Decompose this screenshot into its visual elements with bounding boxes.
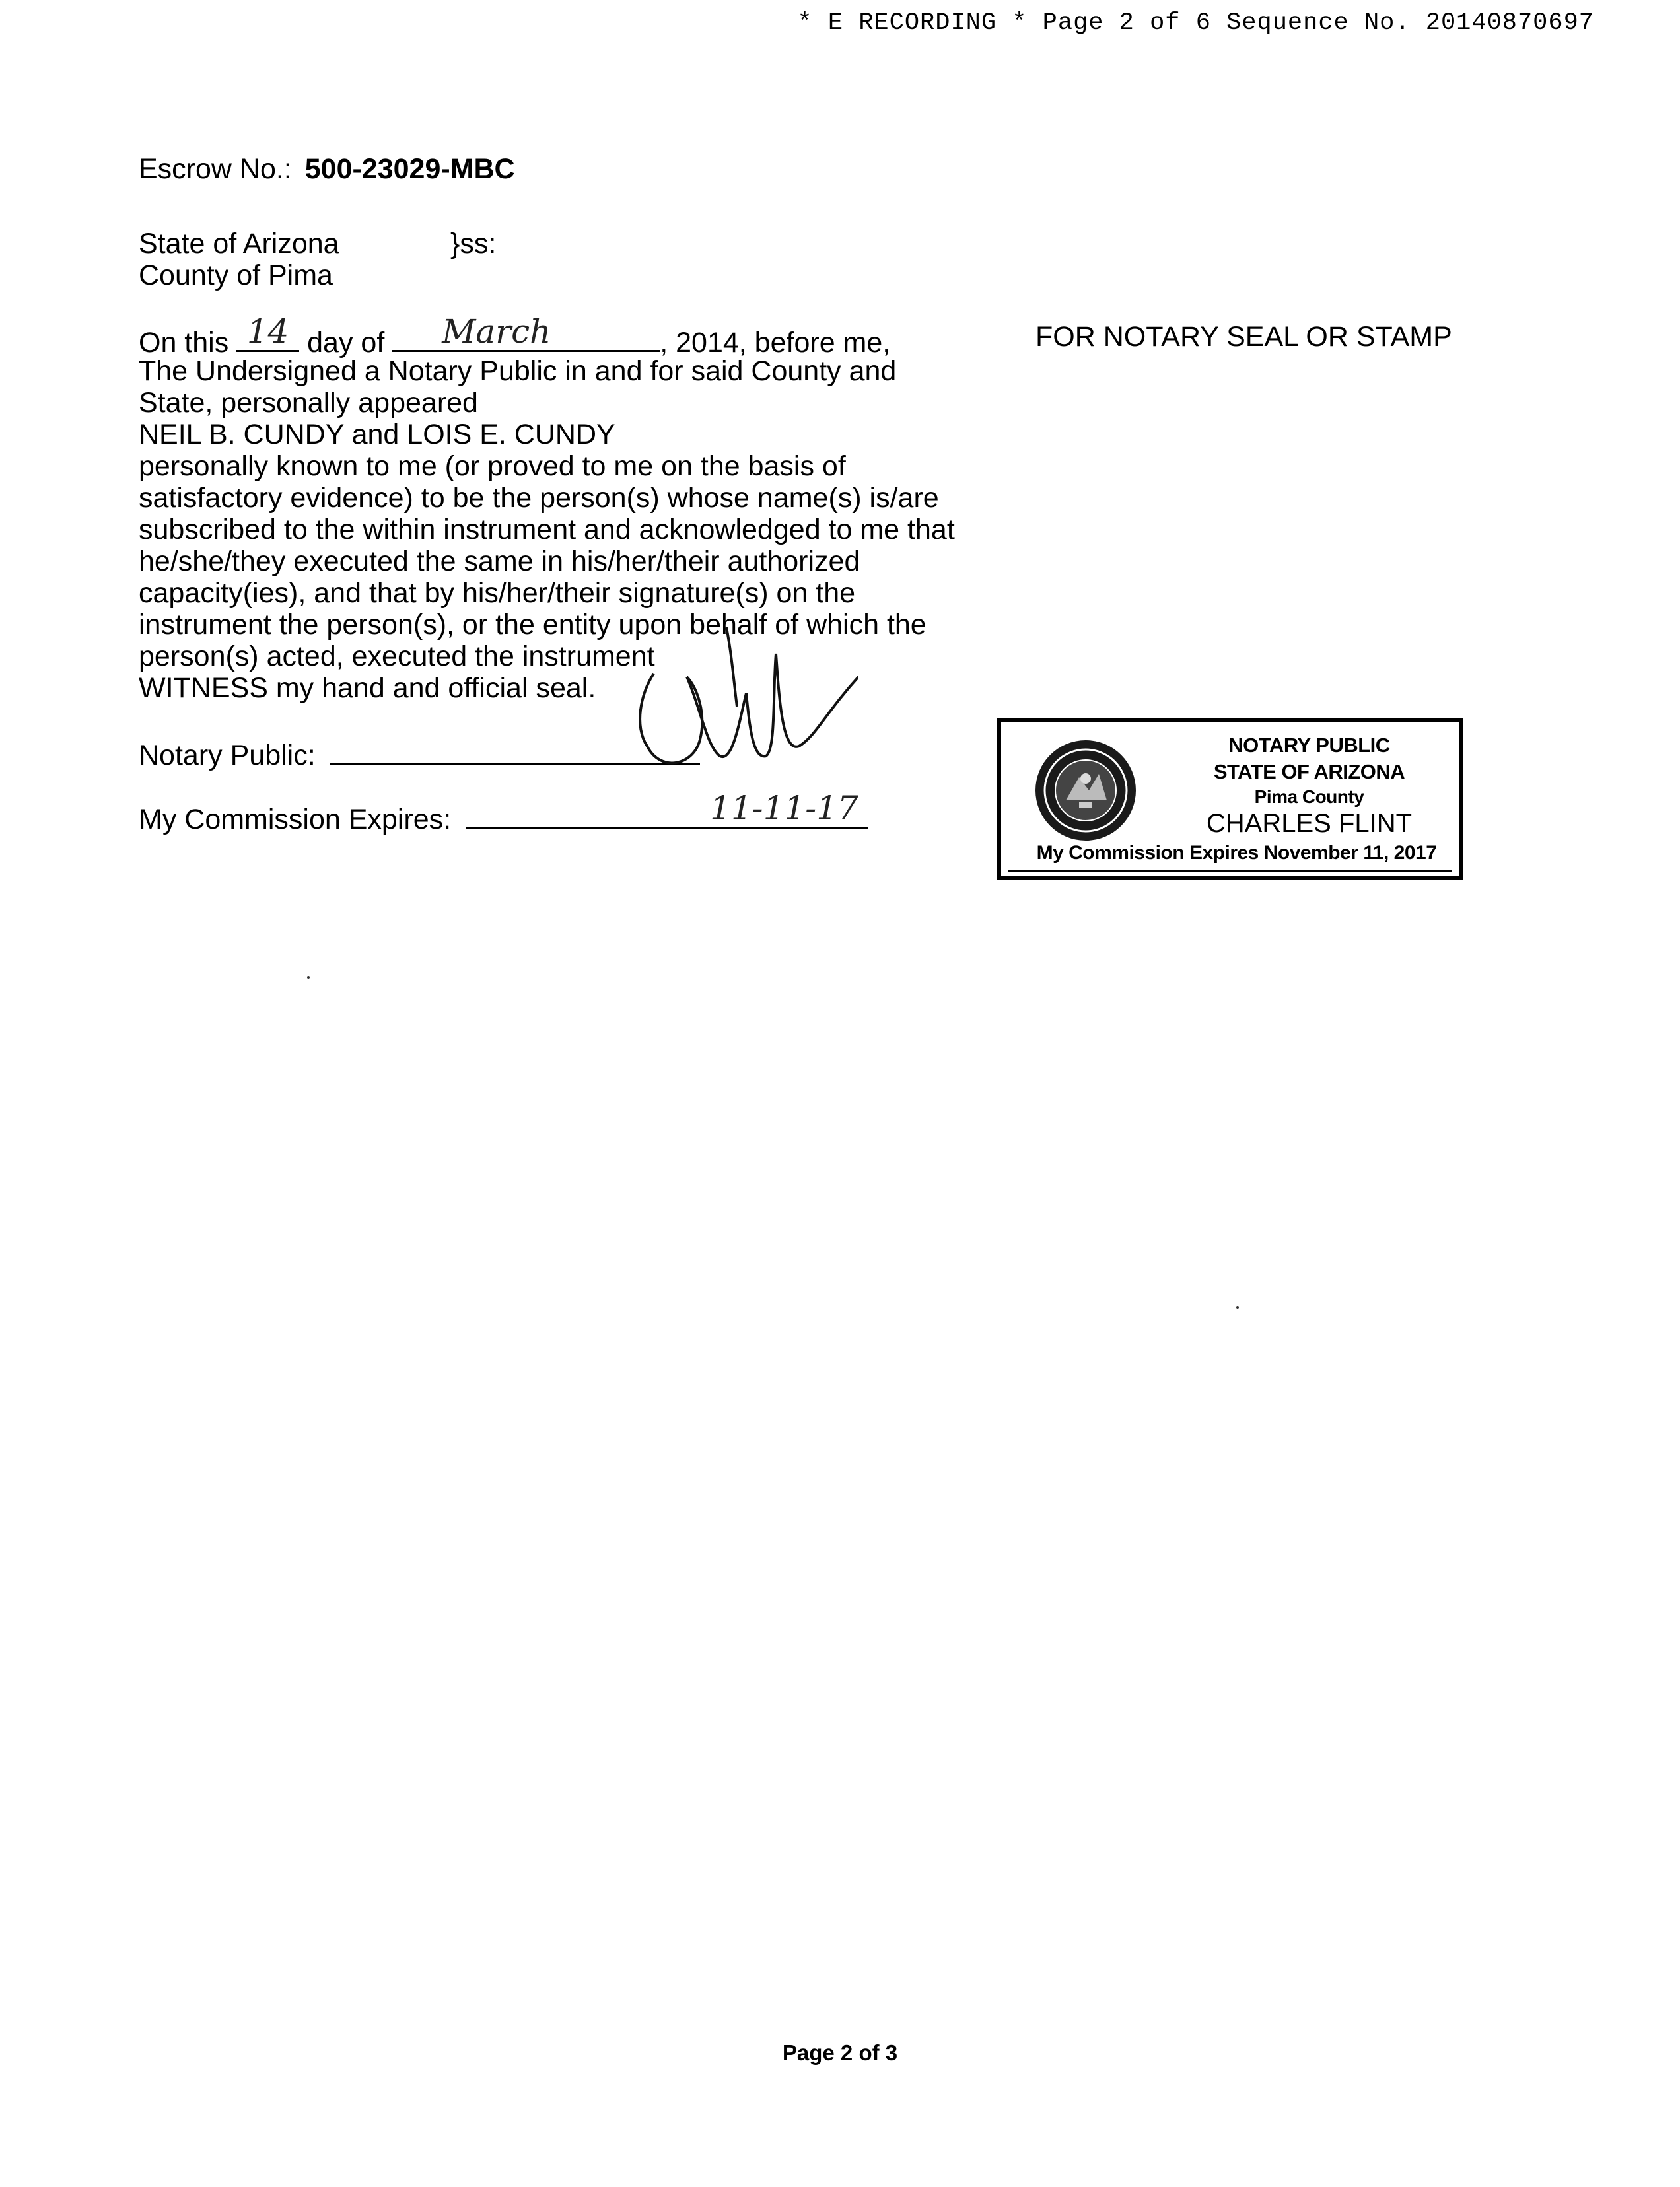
recording-header: * E RECORDING * Page 2 of 6 Sequence No. 20140870697 xyxy=(797,9,1594,37)
venue-county: County of Pima xyxy=(139,260,333,291)
escrow-number: 500-23029-MBC xyxy=(304,153,515,185)
venue-ss: }ss: xyxy=(450,228,497,260)
notary-stamp-inner xyxy=(1008,726,1452,872)
commission-blank xyxy=(466,789,868,829)
month-blank xyxy=(392,312,660,352)
commission-handwritten: 11-11-17 xyxy=(710,789,858,827)
state-seal-icon xyxy=(1033,738,1138,843)
scan-speck xyxy=(307,976,310,979)
stamp-notary-name: CHARLES FLINT xyxy=(1206,809,1413,838)
ack-line-9: instrument the person(s), or the entity upon behalf of which the xyxy=(139,609,927,641)
ack-line-5: satisfactory evidence) to be the person(s) whose name(s) is/are xyxy=(139,482,939,514)
ack-line-8: capacity(ies), and that by his/her/their signature(s) on the xyxy=(139,577,856,609)
escrow-line xyxy=(139,153,515,185)
ack-line-3: NEIL B. CUNDY and LOIS E. CUNDY xyxy=(139,419,615,450)
ack-line-11: WITNESS my hand and official seal. xyxy=(139,672,596,704)
stamp-notary-public: NOTARY PUBLIC xyxy=(1228,734,1390,757)
scan-speck xyxy=(1236,1306,1239,1309)
notary-public-label: Notary Public: xyxy=(139,740,316,771)
day-handwritten: 14 xyxy=(246,312,289,351)
ack-line-2: State, personally appeared xyxy=(139,387,478,419)
ack-line-7: he/she/they executed the same in his/her/their authorized xyxy=(139,545,860,577)
commission-expires-line xyxy=(139,789,868,835)
month-handwritten: March xyxy=(442,312,551,351)
ack-line-10: person(s) acted, executed the instrument xyxy=(139,641,655,672)
escrow-label: Escrow No.: xyxy=(139,153,292,185)
venue-state: State of Arizona xyxy=(139,228,339,260)
ack-line-6: subscribed to the within instrument and acknowledged to me that xyxy=(139,514,955,545)
notary-signature xyxy=(614,614,858,786)
ack-line-4: personally known to me (or proved to me on the basis of xyxy=(139,450,846,482)
year-text: , 2014, before me, xyxy=(660,327,891,359)
day-of-text: day of xyxy=(307,327,385,359)
stamp-county: Pima County xyxy=(1254,786,1364,807)
notary-stamp xyxy=(997,718,1463,880)
acknowledgment-date-line xyxy=(139,312,891,359)
stamp-state: STATE OF ARIZONA xyxy=(1213,760,1405,783)
page-footer: Page 2 of 3 xyxy=(782,2040,898,2065)
on-this-text: On this xyxy=(139,327,229,359)
stamp-commission-expires: My Commission Expires November 11, 2017 xyxy=(1036,842,1437,864)
seal-area-label: FOR NOTARY SEAL OR STAMP xyxy=(1035,321,1452,353)
ack-line-1: The Undersigned a Notary Public in and for said County and xyxy=(139,355,897,387)
commission-expires-label: My Commission Expires: xyxy=(139,804,452,835)
day-blank xyxy=(236,312,299,352)
